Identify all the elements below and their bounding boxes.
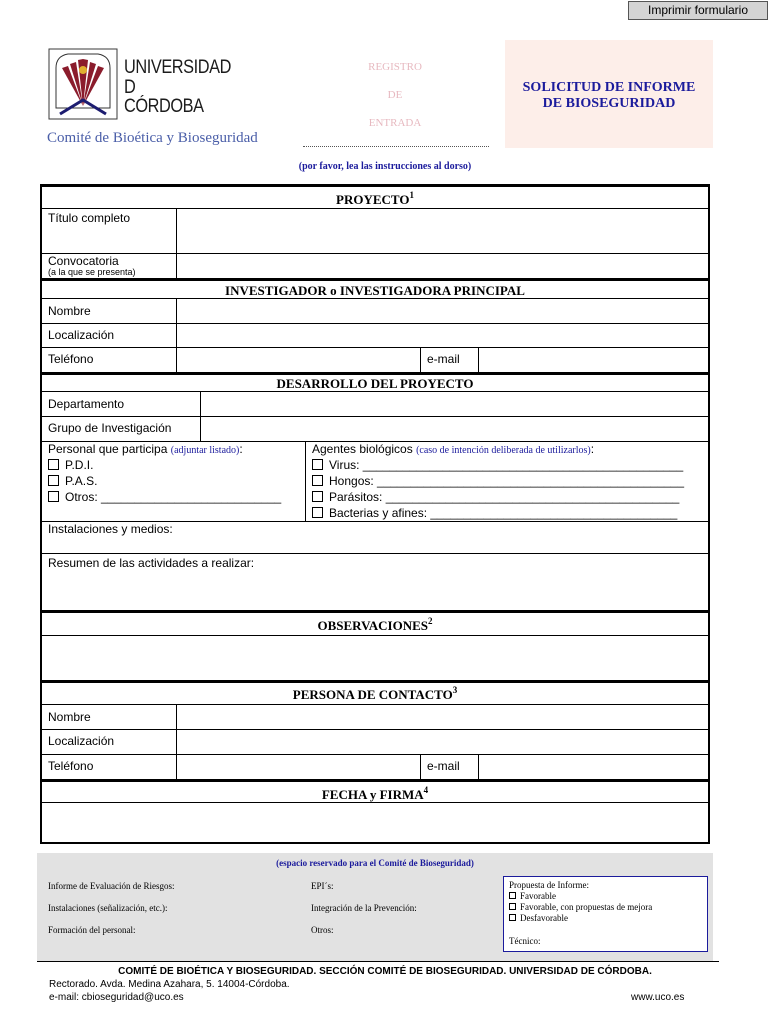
investigador-telefono-field[interactable]	[177, 348, 420, 372]
convocatoria-sub-label: (a la que se presenta)	[48, 267, 136, 277]
investigador-localizacion-label: Localización	[48, 328, 115, 342]
investigador-nombre-field[interactable]	[177, 299, 709, 323]
section-contacto-title: PERSONA DE CONTACTO$^3$	[292, 685, 458, 702]
propuesta-favorable-mejora-checkbox[interactable]: Favorable, con propuestas de mejora	[509, 902, 652, 912]
section-desarrollo-title: DESARROLLO DEL PROYECTO	[276, 376, 474, 391]
registro-label: REGISTRO	[368, 61, 422, 73]
footer-website: www.uco.es	[631, 992, 685, 1003]
agentes-label: Agentes biológicos (caso de intención deliberada de utilizarlos):	[312, 442, 595, 456]
footer-organization: COMITÉ DE BIOÉTICA Y BIOSEGURIDAD. SECCIÓN COMITÉ DE BIOSEGURIDAD. UNIVERSIDAD DE CÓRDOBA.	[118, 966, 652, 977]
investigador-telefono-label: Teléfono	[48, 352, 94, 366]
footer-divider	[37, 961, 719, 962]
form-title-line2: DE BIOSEGURIDAD	[542, 96, 676, 111]
section-proyecto-title: PROYECTO$^1$	[336, 190, 414, 207]
registro-de-label: DE	[387, 89, 403, 101]
personal-pdi-checkbox[interactable]: P.D.I.	[48, 458, 93, 472]
convocatoria-field[interactable]	[177, 254, 709, 278]
investigador-email-label: e-mail	[427, 352, 460, 366]
contacto-nombre-field[interactable]	[177, 705, 709, 729]
investigador-email-field[interactable]	[479, 348, 709, 372]
university-logo	[48, 48, 118, 120]
observaciones-field[interactable]	[41, 636, 709, 680]
section-fecha-firma-title: FECHA y FIRMA$^4$	[321, 785, 429, 802]
resumen-field[interactable]	[41, 572, 709, 610]
print-form-button[interactable]: Imprimir formulario	[628, 1, 768, 20]
departamento-label: Departamento	[48, 397, 125, 411]
integracion-prevencion-label: Integración de la Prevención:	[311, 903, 417, 913]
registro-line	[303, 146, 489, 147]
grupo-investigacion-field[interactable]	[201, 417, 709, 441]
university-name-line2: D	[124, 77, 136, 98]
propuesta-desfavorable-checkbox[interactable]: Desfavorable	[509, 913, 568, 923]
section-observaciones-title: OBSERVACIONES$^2$	[317, 616, 433, 633]
resumen-label: Resumen de las actividades a realizar:	[48, 556, 255, 570]
instructions-note: (por favor, lea las instrucciones al dorso)	[298, 161, 472, 172]
contacto-telefono-field[interactable]	[177, 755, 420, 779]
evaluacion-riesgos-label: Informe de Evaluación de Riesgos:	[48, 881, 175, 891]
university-name-line3: CÓRDOBA	[124, 96, 204, 117]
tecnico-label: Técnico:	[509, 936, 541, 946]
personal-pas-checkbox[interactable]: P.A.S.	[48, 474, 97, 488]
section-investigador-title: INVESTIGADOR o INVESTIGADORA PRINCIPAL	[225, 283, 525, 298]
personal-otros-checkbox[interactable]: Otros: ___________________________	[48, 490, 281, 504]
agentes-note: (caso de intención deliberada de utilizarlos)	[416, 445, 591, 456]
investigador-nombre-label: Nombre	[48, 304, 91, 318]
reserved-area-title: (espacio reservado para el Comité de Bioseguridad)	[276, 858, 474, 868]
investigador-localizacion-field[interactable]	[177, 324, 709, 347]
university-name-line1: UNIVERSIDAD	[124, 57, 231, 78]
contacto-nombre-label: Nombre	[48, 710, 91, 724]
personal-label: Personal que participa (adjuntar listado):	[48, 442, 243, 456]
contacto-localizacion-label: Localización	[48, 734, 115, 748]
titulo-completo-label: Título completo	[48, 211, 131, 225]
otros-label: Otros:	[311, 925, 334, 935]
propuesta-favorable-checkbox[interactable]: Favorable	[509, 891, 556, 901]
agente-virus-checkbox[interactable]: Virus: ________________________________________________	[312, 458, 683, 472]
contacto-email-label: e-mail	[427, 759, 460, 773]
instalaciones-field[interactable]	[41, 538, 709, 552]
grupo-investigacion-label: Grupo de Investigación	[48, 421, 172, 435]
formacion-personal-label: Formación del personal:	[48, 925, 136, 935]
instalaciones-senalizacion-label: Instalaciones (señalización, etc.):	[48, 903, 168, 913]
form-title	[505, 80, 713, 112]
titulo-completo-field[interactable]	[177, 209, 709, 253]
agente-bacterias-checkbox[interactable]: Bacterias y afines: _____________________________________	[312, 506, 677, 520]
footer-address: Rectorado. Avda. Medina Azahara, 5. 14004-Córdoba.	[49, 979, 290, 990]
agente-parasitos-checkbox[interactable]: Parásitos: ____________________________________________	[312, 490, 679, 504]
fecha-firma-field[interactable]	[41, 803, 709, 843]
committee-title: Comité de Bioética y Bioseguridad	[47, 130, 258, 146]
propuesta-informe-label: Propuesta de Informe:	[509, 880, 589, 890]
instalaciones-label: Instalaciones y medios:	[48, 522, 173, 536]
personal-note: (adjuntar listado)	[170, 445, 240, 456]
contacto-telefono-label: Teléfono	[48, 759, 94, 773]
epis-label: EPI´s:	[311, 881, 334, 891]
departamento-field[interactable]	[201, 392, 709, 416]
registro-entrada-label: ENTRADA	[368, 117, 422, 129]
agente-hongos-checkbox[interactable]: Hongos: ______________________________________________	[312, 474, 684, 488]
footer-email: e-mail: cbioseguridad@uco.es	[49, 992, 184, 1003]
form-title-line1: SOLICITUD DE INFORME	[522, 80, 696, 95]
convocatoria-label: Convocatoria	[48, 254, 119, 268]
contacto-localizacion-field[interactable]	[177, 730, 709, 754]
contacto-email-field[interactable]	[479, 755, 709, 779]
